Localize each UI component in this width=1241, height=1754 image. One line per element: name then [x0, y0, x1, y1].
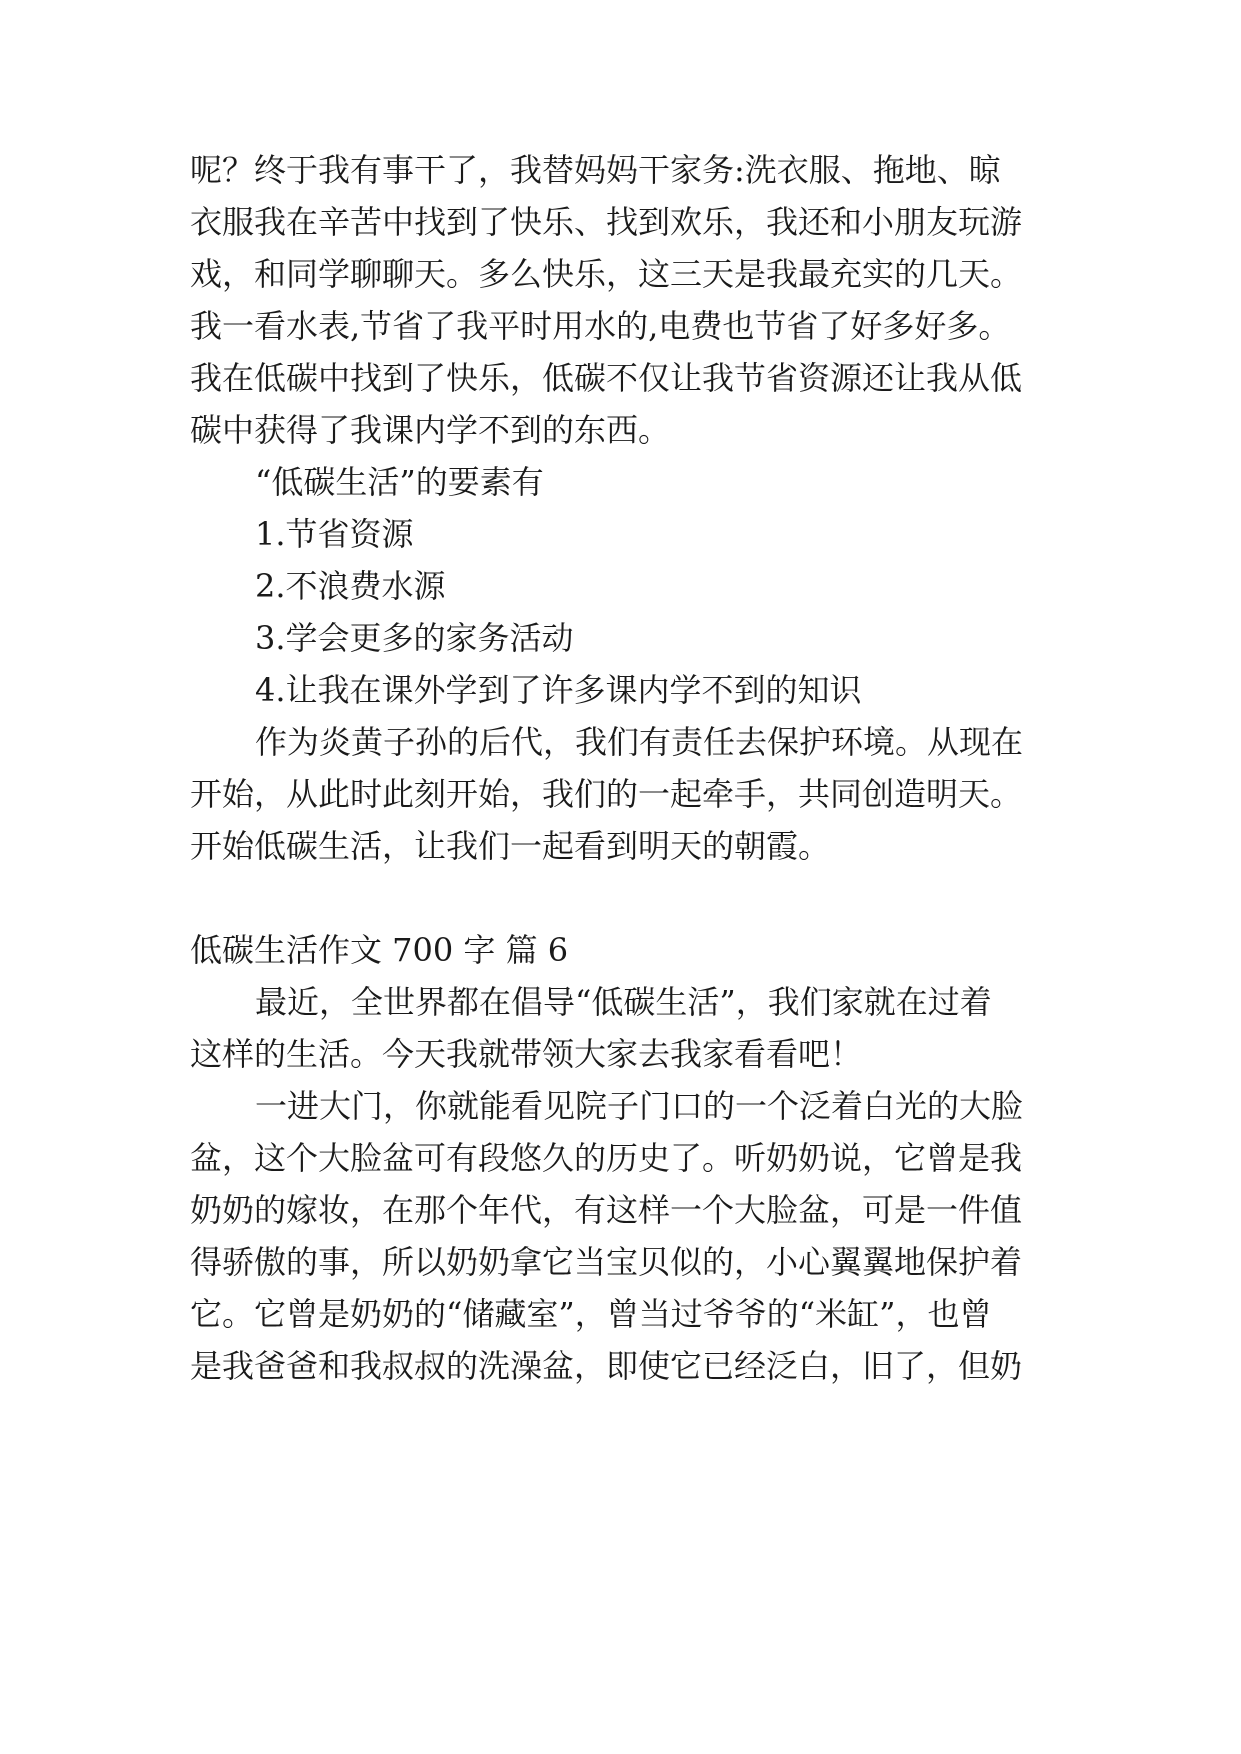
- paragraph-line: 我一看水表,节省了我平时用水的,电费也节省了好多好多。: [190, 307, 1011, 345]
- paragraph-line: 是我爸爸和我叔叔的洗澡盆，即使它已经泛白，旧了，但奶: [190, 1347, 1023, 1385]
- paragraph-line: 开始，从此时此刻开始，我们的一起牵手，共同创造明天。: [190, 775, 1023, 813]
- paragraph-line: 我在低碳中找到了快乐，低碳不仅让我节省资源还让我从低: [190, 359, 1023, 397]
- list-item: 1.节省资源: [255, 515, 414, 553]
- elements-heading: “低碳生活”的要素有: [255, 463, 544, 501]
- paragraph-line: 作为炎黄子孙的后代，我们有责任去保护环境。从现在: [255, 723, 1024, 761]
- paragraph-line: 呢？终于我有事干了，我替妈妈干家务:洗衣服、拖地、晾: [190, 151, 1001, 189]
- paragraph-line: 开始低碳生活，让我们一起看到明天的朝霞。: [190, 827, 831, 865]
- paragraph-line: 衣服我在辛苦中找到了快乐、找到欢乐，我还和小朋友玩游: [190, 203, 1023, 241]
- paragraph-line: 一进大门，你就能看见院子门口的一个泛着白光的大脸: [255, 1087, 1024, 1125]
- paragraph-line: 它。它曾是奶奶的“储藏室”，曾当过爷爷的“米缸”，也曾: [190, 1295, 992, 1333]
- paragraph-line: 戏，和同学聊聊天。多么快乐，这三天是我最充实的几天。: [190, 255, 1023, 293]
- paragraph-line: 得骄傲的事，所以奶奶拿它当宝贝似的，小心翼翼地保护着: [190, 1243, 1023, 1281]
- list-item: 3.学会更多的家务活动: [255, 619, 574, 657]
- paragraph-line: 奶奶的嫁妆，在那个年代，有这样一个大脸盆，可是一件值: [190, 1191, 1023, 1229]
- paragraph-line: 盆，这个大脸盆可有段悠久的历史了。听奶奶说，它曾是我: [190, 1139, 1023, 1177]
- list-item: 4.让我在课外学到了许多课内学不到的知识: [255, 671, 862, 709]
- list-item: 2.不浪费水源: [255, 567, 446, 605]
- section-title: 低碳生活作文 700 字 篇 6: [190, 931, 569, 969]
- paragraph-line: 这样的生活。今天我就带领大家去我家看看吧！: [190, 1035, 863, 1073]
- paragraph-line: 碳中获得了我课内学不到的东西。: [190, 411, 671, 449]
- paragraph-line: 最近，全世界都在倡导“低碳生活”，我们家就在过着: [255, 983, 992, 1021]
